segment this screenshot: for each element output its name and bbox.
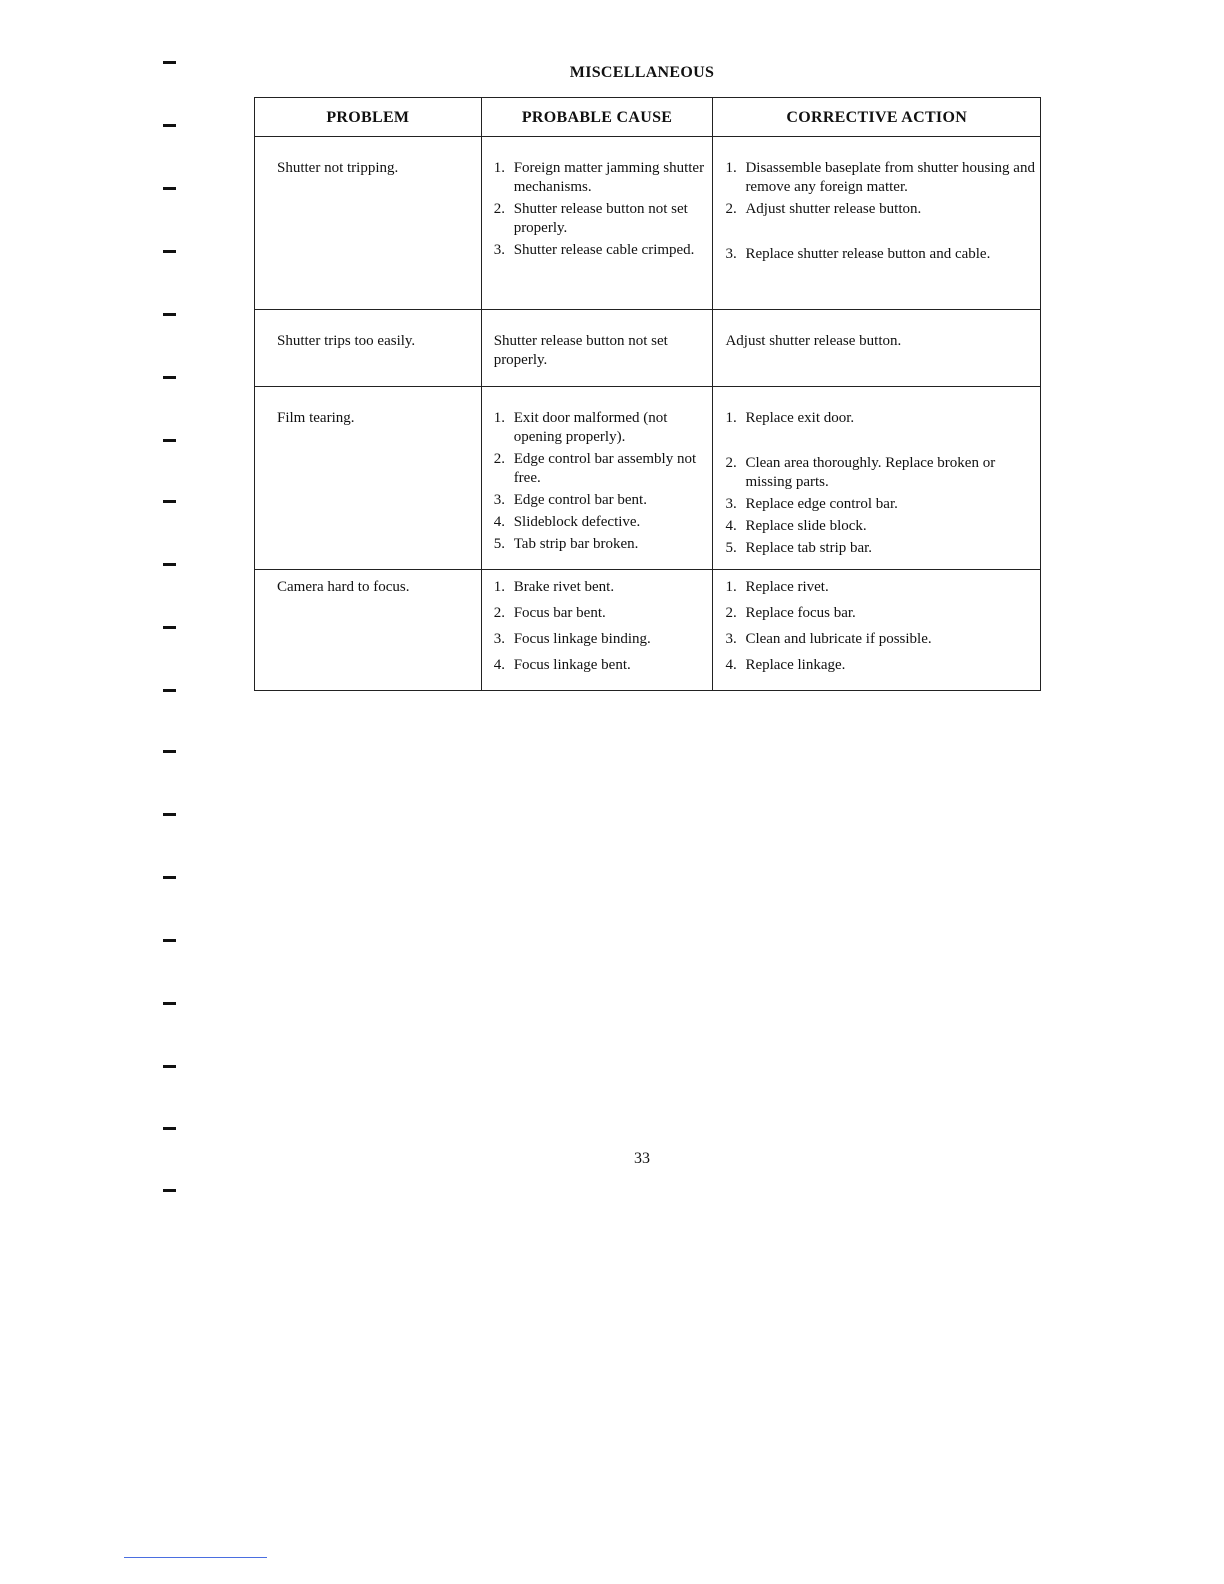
cause-item: 3. Shutter release cable crimped. [493, 242, 695, 258]
action-item: 3. Replace shutter release button and cable. [725, 246, 991, 262]
table-row [255, 570, 1041, 691]
action-item: 3. Replace edge control bar. [725, 496, 898, 512]
cause-item: 3. Focus linkage binding. [493, 631, 651, 647]
action-item: 1. Disassemble baseplate from shutter housing and remove any foreign matter. [725, 160, 1035, 195]
margin-tick [163, 1127, 176, 1130]
margin-tick [163, 500, 176, 503]
problem-cell: Shutter trips too easily. [255, 310, 482, 387]
table-row [255, 387, 1041, 570]
action-item: 5. Replace tab strip bar. [725, 540, 873, 556]
binding-margin-ticks [163, 0, 177, 1584]
header-corrective-action: CORRECTIVE ACTION [713, 98, 1041, 137]
problem-cell: Shutter not tripping. [255, 137, 482, 310]
page-number: 33 [634, 1150, 650, 1167]
action-item: 4. Replace linkage. [725, 657, 846, 673]
margin-tick [163, 439, 176, 442]
action-item: 3. Clean and lubricate if possible. [725, 631, 932, 647]
cause-item: 3. Edge control bar bent. [493, 492, 647, 508]
footer-rule [124, 1557, 267, 1558]
margin-tick [163, 250, 176, 253]
action-cell [713, 387, 1041, 570]
margin-tick [163, 1065, 176, 1068]
action-item: 4. Replace slide block. [725, 518, 867, 534]
cause-item: 1. Foreign matter jamming shutter mechanisms. [493, 160, 705, 195]
cause-item: 2. Focus bar bent. [493, 605, 606, 621]
action-cell [713, 137, 1041, 310]
margin-tick [163, 813, 176, 816]
troubleshooting-table [254, 97, 1041, 691]
cause-item: 1. Brake rivet bent. [493, 579, 615, 595]
cause-cell [481, 570, 713, 691]
table-header-row [255, 98, 1041, 137]
margin-tick [163, 876, 176, 879]
page-title: MISCELLANEOUS [569, 64, 715, 81]
margin-tick [163, 124, 176, 127]
cause-cell [481, 137, 713, 310]
header-problem: PROBLEM [255, 98, 482, 137]
margin-tick [163, 187, 176, 190]
cause-item: 5. Tab strip bar broken. [493, 536, 639, 552]
action-item: 2. Clean area thoroughly. Replace broken or missing parts. [725, 455, 996, 490]
action-item: 2. Adjust shutter release button. [725, 201, 922, 217]
cause-cell: Shutter release button not set properly. [481, 310, 713, 387]
cause-item: 1. Exit door malformed (not opening properly). [493, 410, 668, 445]
cause-item: 2. Shutter release button not set properly. [493, 201, 688, 236]
problem-cell: Film tearing. [255, 387, 482, 570]
margin-tick [163, 626, 176, 629]
margin-tick [163, 1002, 176, 1005]
problem-cell: Camera hard to focus. [255, 570, 482, 691]
cause-item: 4. Slideblock defective. [493, 514, 641, 530]
cause-item: 2. Edge control bar assembly not free. [493, 451, 697, 486]
action-item: 1. Replace exit door. [725, 410, 855, 426]
margin-tick [163, 1189, 176, 1192]
margin-tick [163, 689, 176, 692]
table-row [255, 310, 1041, 387]
table-row [255, 137, 1041, 310]
margin-tick [163, 939, 176, 942]
action-item: 1. Replace rivet. [725, 579, 829, 595]
margin-tick [163, 563, 176, 566]
action-cell [713, 570, 1041, 691]
cause-cell [481, 387, 713, 570]
margin-tick [163, 313, 176, 316]
cause-item: 4. Focus linkage bent. [493, 657, 631, 673]
margin-tick [163, 750, 176, 753]
margin-tick [163, 376, 176, 379]
action-item: 2. Replace focus bar. [725, 605, 856, 621]
header-probable-cause: PROBABLE CAUSE [481, 98, 713, 137]
action-cell: Adjust shutter release button. [713, 310, 1041, 387]
